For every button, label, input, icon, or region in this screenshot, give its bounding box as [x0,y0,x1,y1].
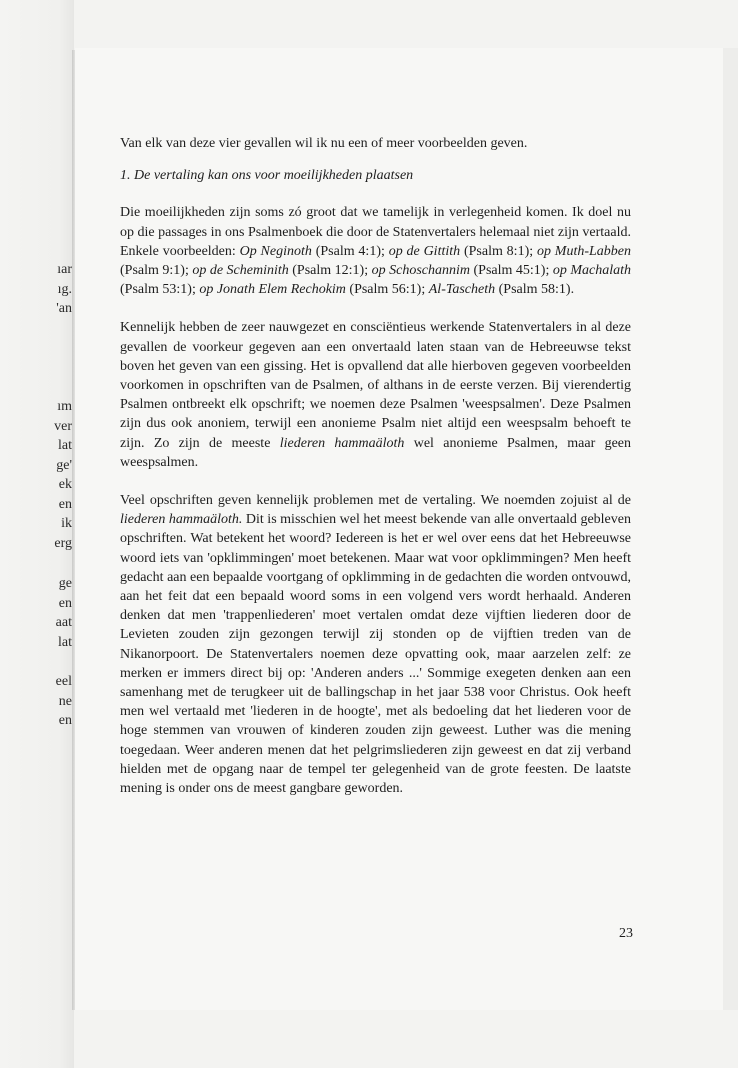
page-number: 23 [619,926,633,941]
text-run: (Psalm 8:1); [460,243,537,259]
text-run: (Psalm 9:1); [120,263,193,279]
text-run: (Psalm 45:1); [470,263,553,279]
text-run: wel anonieme Psalmen, maar geen weespsalmen. [120,435,631,470]
left-fragment: ne [58,694,72,709]
psalm-title: op de Scheminith [192,263,289,279]
psalm-title: op de Gittith [388,243,461,259]
psalm-title: op Machalath [552,263,631,279]
left-fragment: erg [54,536,72,551]
left-fragment: 'an [56,301,72,316]
right-page-edge [723,48,738,1010]
psalm-title: op Muth-Labben [536,243,631,259]
left-fragment: aat [55,615,72,630]
left-fragment: lat [58,438,72,453]
text-run: (Psalm 53:1); [120,282,200,298]
psalm-title: op Jonath Elem Rechokim [199,282,346,298]
left-fragment: en [58,713,72,728]
italic-term: liederen hammaäloth. [120,512,243,528]
paragraph-3 [120,491,631,798]
left-fragment: ver [54,419,72,434]
psalm-title: op Schoschannim [371,263,470,279]
left-fragment: ge' [56,458,72,473]
left-fragment: ik [61,516,72,531]
left-page-edge [0,0,74,1068]
italic-term: liederen hammaäloth [279,435,405,451]
left-fragment: ım [57,399,72,414]
text-run: (Psalm 4:1); [311,243,389,259]
section-heading: 1. De vertaling kan ons voor moeilijkheden plaatsen [120,168,414,184]
text-run: Veel opschriften geven kennelijk problemen met de vertaling. We noemden zojuist al de [120,493,631,509]
left-fragment: ge [58,576,72,591]
left-fragment: ıar [57,262,72,277]
intro-line: Van elk van deze vier gevallen wil ik nu een of meer voorbeelden geven. [120,136,528,151]
left-fragment: lat [58,635,72,650]
left-fragment: ek [58,477,72,492]
text-run: (Psalm 12:1); [288,263,372,279]
page-text [120,134,631,817]
text-run: Kennelijk hebben de zeer nauwgezet en consciëntieus werkende Statenvertalers in al deze gevallen de voorkeur gegeven aan een onvertaald laten staan van de Hebreeuwse tekst boven het geven van een gissing. Het is opvallend dat alle hierboven gegeven voorbeelden voorkomen in opschriften van de Psalmen, of althans in de eerste verzen. Bij vierendertig Psalmen ontbreekt elk opschrift; we noemen deze Psalmen 'weespsalmen'. Deze Psalmen zijn dus ook anoniem, terwijl een anonieme Psalm niet altijd een weespsalm behoeft te zijn. Zo zijn de meeste [120,320,631,451]
left-fragment: en [58,497,72,512]
book-page [75,48,723,1010]
left-fragment: eel [55,674,72,689]
left-fragment: ıg. [57,282,72,297]
text-run: Dit is misschien wel het meest bekende van alle onvertaald gebleven opschriften. Wat betekent het woord? Iedereen is het er wel over eens dat het Hebreeuwse woord iets van 'opklimmingen' moet betekenen. Maar wat voor opklimmingen? Men heeft gedacht aan een bepaalde voortgang of opklimming in de gedachten die worden ontvouwd, aan het feit dat een bepaald woord soms in een volgend vers wordt herhaald. Anderen denken dat men 'trappenliederen' moet vertalen omdat deze vijftien liederen door de Levieten zouden zijn gezongen terwijl zij stonden op de vijftien treden van de Nikanorpoort. De Statenvertalers noemen deze opvatting ook, maar aarzelen zelf: ze merken er immers direct bij op: 'Anderen anders ...' Sommige exegeten denken aan een samenhang met de terugkeer uit de ballingschap in het jaar 538 voor Christus. Ook heeft men wel vertaald met 'liederen in de hoogte', met als bedoeling dat het liederen voor de hoge stemmen van vrouwen of kinderen zouden zijn geweest. Luther was die mening toegedaan. Weer anderen menen dat het pelgrimsliederen zijn geweest en dat zij verband hielden met de opgang naar de tempel ter gelegenheid van de grote feesten. De laatste mening is onder ons de meest gangbare geworden. [120,512,631,797]
left-page-text-fragments [34,0,74,1068]
paragraph-1 [120,203,631,299]
text-run: Die moeilijkheden zijn soms zó groot dat we tamelijk in verlegenheid komen. Ik doel nu op die passages in ons Psalmenboek die door de Statenvertalers helemaal niet zijn vertaald. Enkele voorbeelden: [120,205,631,259]
text-run: (Psalm 58:1). [495,282,575,298]
left-fragment: en [58,596,72,611]
psalm-title: Al-Tascheth [428,282,496,298]
paragraph-2 [120,318,631,472]
text-run: (Psalm 56:1); [345,282,429,298]
psalm-title: Op Neginoth [239,243,312,259]
